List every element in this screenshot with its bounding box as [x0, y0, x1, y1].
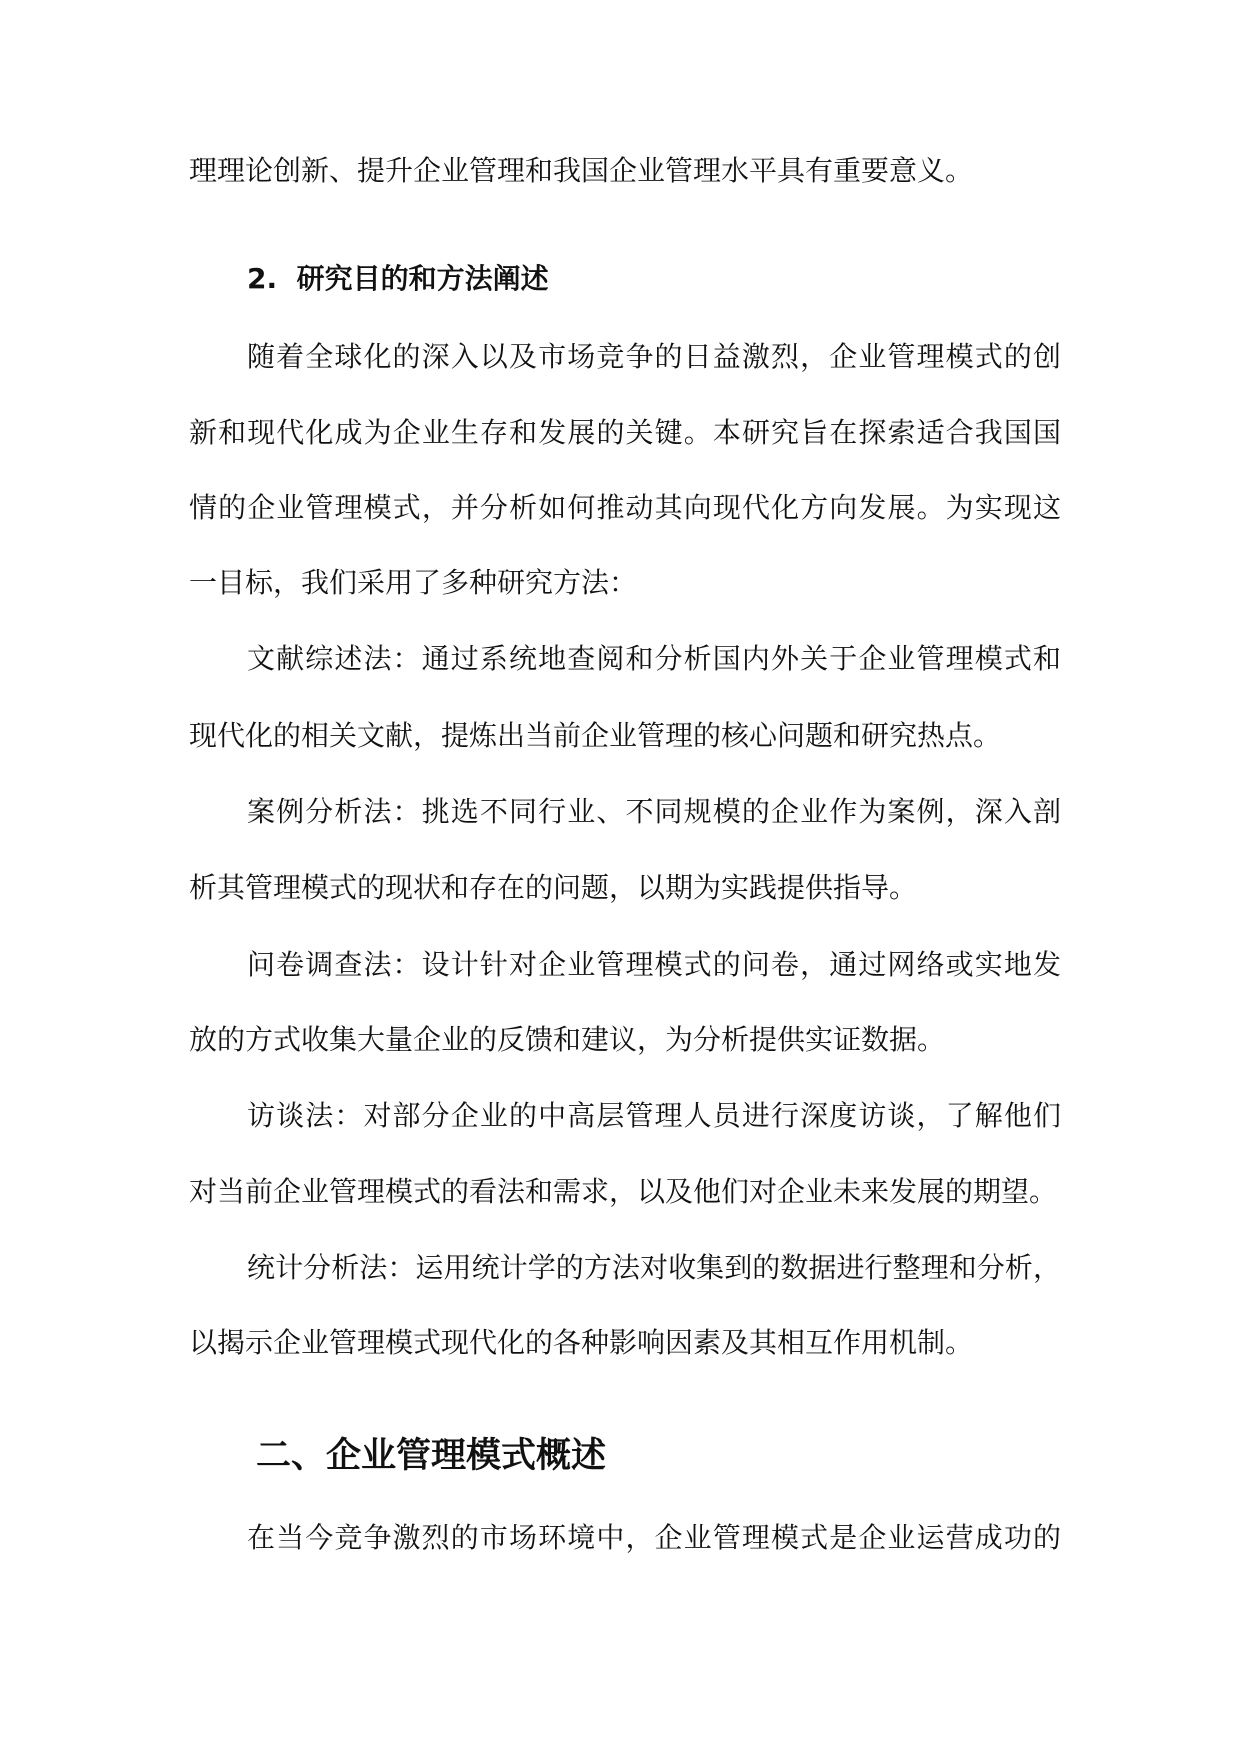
- method-line: 案例分析法：挑选不同行业、不同规模的企业作为案例，深入剖: [247, 795, 1061, 828]
- method-line: 以揭示企业管理模式现代化的各种影响因素及其相互作用机制。: [189, 1326, 974, 1359]
- paragraph-line: 一目标，我们采用了多种研究方法：: [189, 566, 638, 599]
- method-line: 访谈法：对部分企业的中高层管理人员进行深度访谈，了解他们: [247, 1099, 1061, 1132]
- paragraph-line: 新和现代化成为企业生存和发展的关键。本研究旨在探索适合我国国: [189, 416, 1061, 449]
- paragraph-line: 情的企业管理模式，并分析如何推动其向现代化方向发展。为实现这: [189, 491, 1061, 524]
- method-line: 文献综述法：通过系统地查阅和分析国内外关于企业管理模式和: [247, 642, 1061, 675]
- method-line: 现代化的相关文献，提炼出当前企业管理的核心问题和研究热点。: [189, 719, 1002, 752]
- paragraph-line: 随着全球化的深入以及市场竞争的日益激烈，企业管理模式的创: [247, 340, 1061, 373]
- section-heading: 2. 研究目的和方法阐述: [247, 262, 549, 295]
- chapter-heading: 二、企业管理模式概述: [256, 1436, 607, 1476]
- paragraph-line: 在当今竞争激烈的市场环境中，企业管理模式是企业运营成功的: [247, 1521, 1061, 1554]
- paragraph-line: 理理论创新、提升企业管理和我国企业管理水平具有重要意义。: [189, 154, 974, 187]
- method-line: 统计分析法：运用统计学的方法对收集到的数据进行整理和分析，: [247, 1251, 1061, 1284]
- method-line: 析其管理模式的现状和存在的问题，以期为实践提供指导。: [189, 871, 918, 904]
- method-line: 放的方式收集大量企业的反馈和建议，为分析提供实证数据。: [189, 1023, 946, 1056]
- method-line: 问卷调查法：设计针对企业管理模式的问卷，通过网络或实地发: [247, 948, 1061, 981]
- method-line: 对当前企业管理模式的看法和需求，以及他们对企业未来发展的期望。: [189, 1175, 1058, 1208]
